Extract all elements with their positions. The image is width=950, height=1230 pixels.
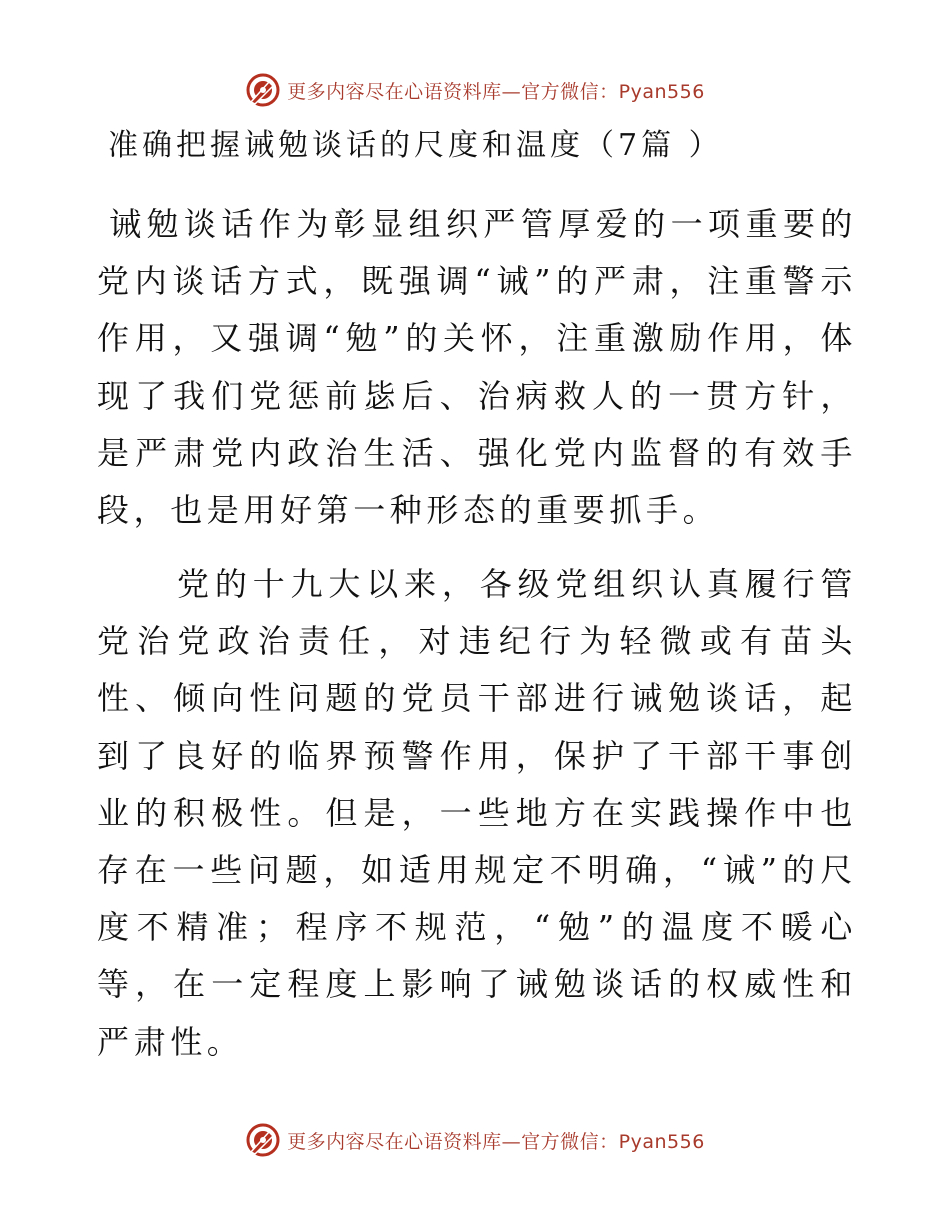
header-watermark-banner bbox=[0, 70, 950, 110]
document-title: 准确把握诫勉谈话的尺度和温度（7篇 ） bbox=[108, 128, 723, 163]
footer-wechat-id: Pyan556 bbox=[618, 1130, 705, 1153]
pen-logo-icon bbox=[245, 72, 281, 108]
footer-watermark-banner bbox=[0, 1120, 950, 1160]
header-wechat-id: Pyan556 bbox=[618, 80, 705, 103]
paragraph-1: 诫勉谈话作为彰显组织严管厚爱的一项重要的党内谈话方式，既强调“诫”的严肃，注重警示作用，又强调“勉”的关怀，注重激励作用，体现了我们党惩前毖后、治病救人的一贯方针，是严肃党内政治生活、强化党内监督的有效手段，也是用好第一种形态的重要抓手。 bbox=[97, 205, 857, 530]
footer-banner-text: 更多内容尽在心语资料库—官方微信：Pyan556 bbox=[287, 1130, 705, 1153]
pen-logo-icon bbox=[245, 1122, 281, 1158]
paragraph-2: 党的十九大以来，各级党组织认真履行管党治党政治责任，对违纪行为轻微或有苗头性、倾向性问题的党员干部进行诫勉谈话，起到了良好的临界预警作用，保护了干部干事创业的积极性。但是，一些地方在实践操作中也存在一些问题，如适用规定不明确，“诫”的尺度不精准；程序不规范，“勉”的温度不暖心等，在一定程度上影响了诫勉谈话的权威性和严肃性。 bbox=[97, 565, 857, 1061]
header-banner-text: 更多内容尽在心语资料库—官方微信：Pyan556 bbox=[287, 80, 705, 103]
